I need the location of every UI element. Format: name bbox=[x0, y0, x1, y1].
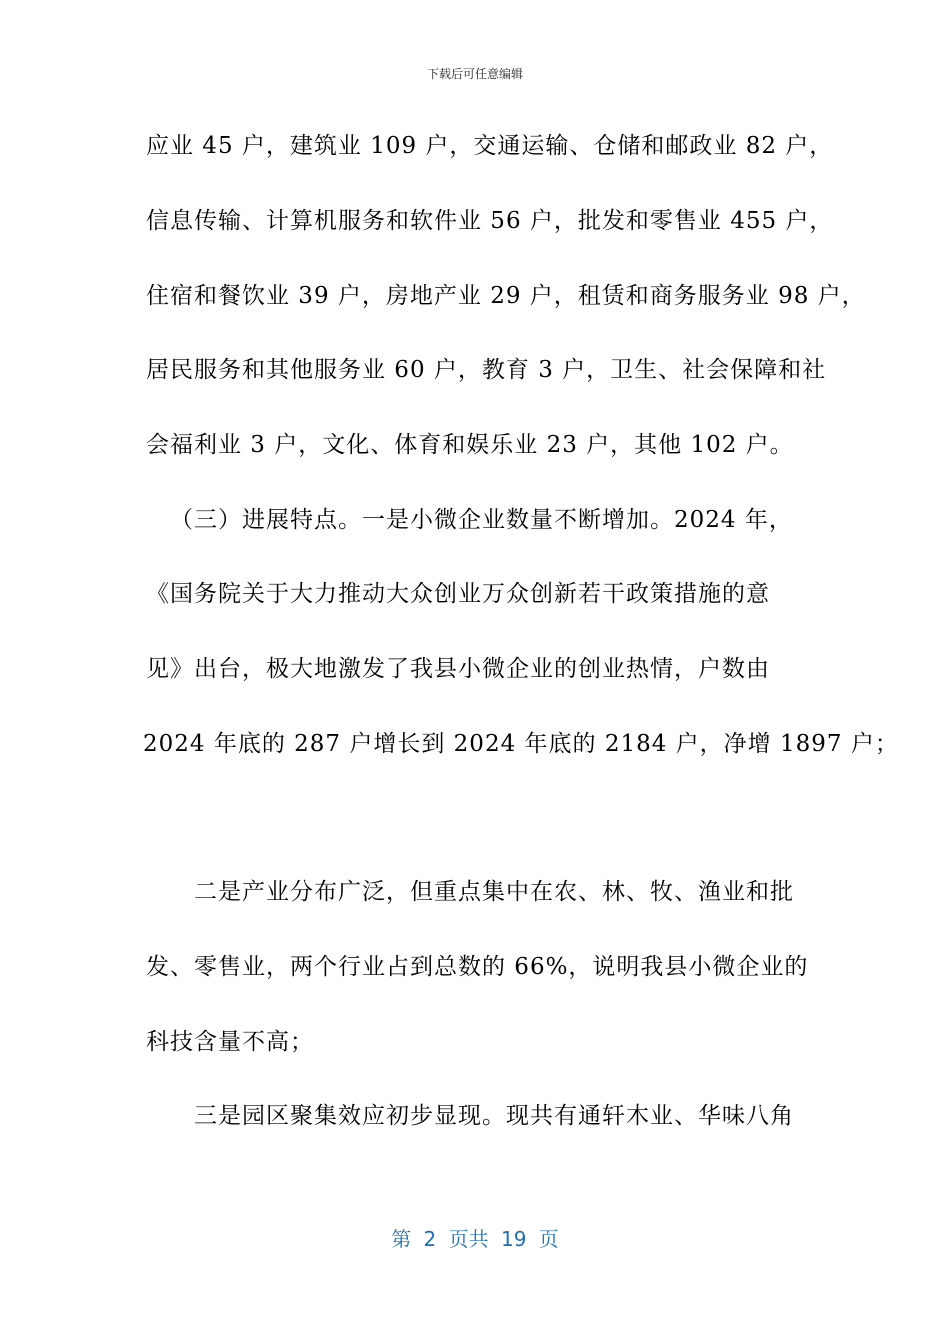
text-line: 三是园区聚集效应初步显现。现共有通轩木业、华味八角 bbox=[194, 1103, 794, 1129]
text-line: 见》出台，极大地激发了我县小微企业的创业热情，户数由 bbox=[146, 656, 770, 682]
text-line: 2024 年底的 287 户增长到 2024 年底的 2184 户，净增 1897 户； bbox=[143, 731, 899, 757]
text-line: 二是产业分布广泛，但重点集中在农、林、牧、渔业和批 bbox=[194, 879, 794, 905]
page-header: 下载后可任意编辑 bbox=[426, 67, 523, 81]
text-line: 发、零售业，两个行业占到总数的 66%，说明我县小微企业的 bbox=[146, 954, 809, 980]
text-line: 会福利业 3 户，文化、体育和娱乐业 23 户，其他 102 户。 bbox=[146, 432, 794, 458]
text-line: 科技含量不高； bbox=[146, 1029, 314, 1055]
page-footer: 第 2 页共 19 页 bbox=[391, 1227, 559, 1251]
text-line: （三）进展特点。一是小微企业数量不断增加。2024 年， bbox=[170, 507, 793, 533]
text-line: 居民服务和其他服务业 60 户，教育 3 户，卫生、社会保障和社 bbox=[146, 357, 827, 383]
text-line: 《国务院关于大力推动大众创业万众创新若干政策措施的意 bbox=[146, 581, 770, 607]
text-line: 应业 45 户，建筑业 109 户，交通运输、仓储和邮政业 82 户， bbox=[146, 133, 834, 159]
text-line: 住宿和餐饮业 39 户，房地产业 29 户，租赁和商务服务业 98 户， bbox=[146, 283, 866, 309]
text-line: 信息传输、计算机服务和软件业 56 户，批发和零售业 455 户， bbox=[146, 208, 834, 234]
